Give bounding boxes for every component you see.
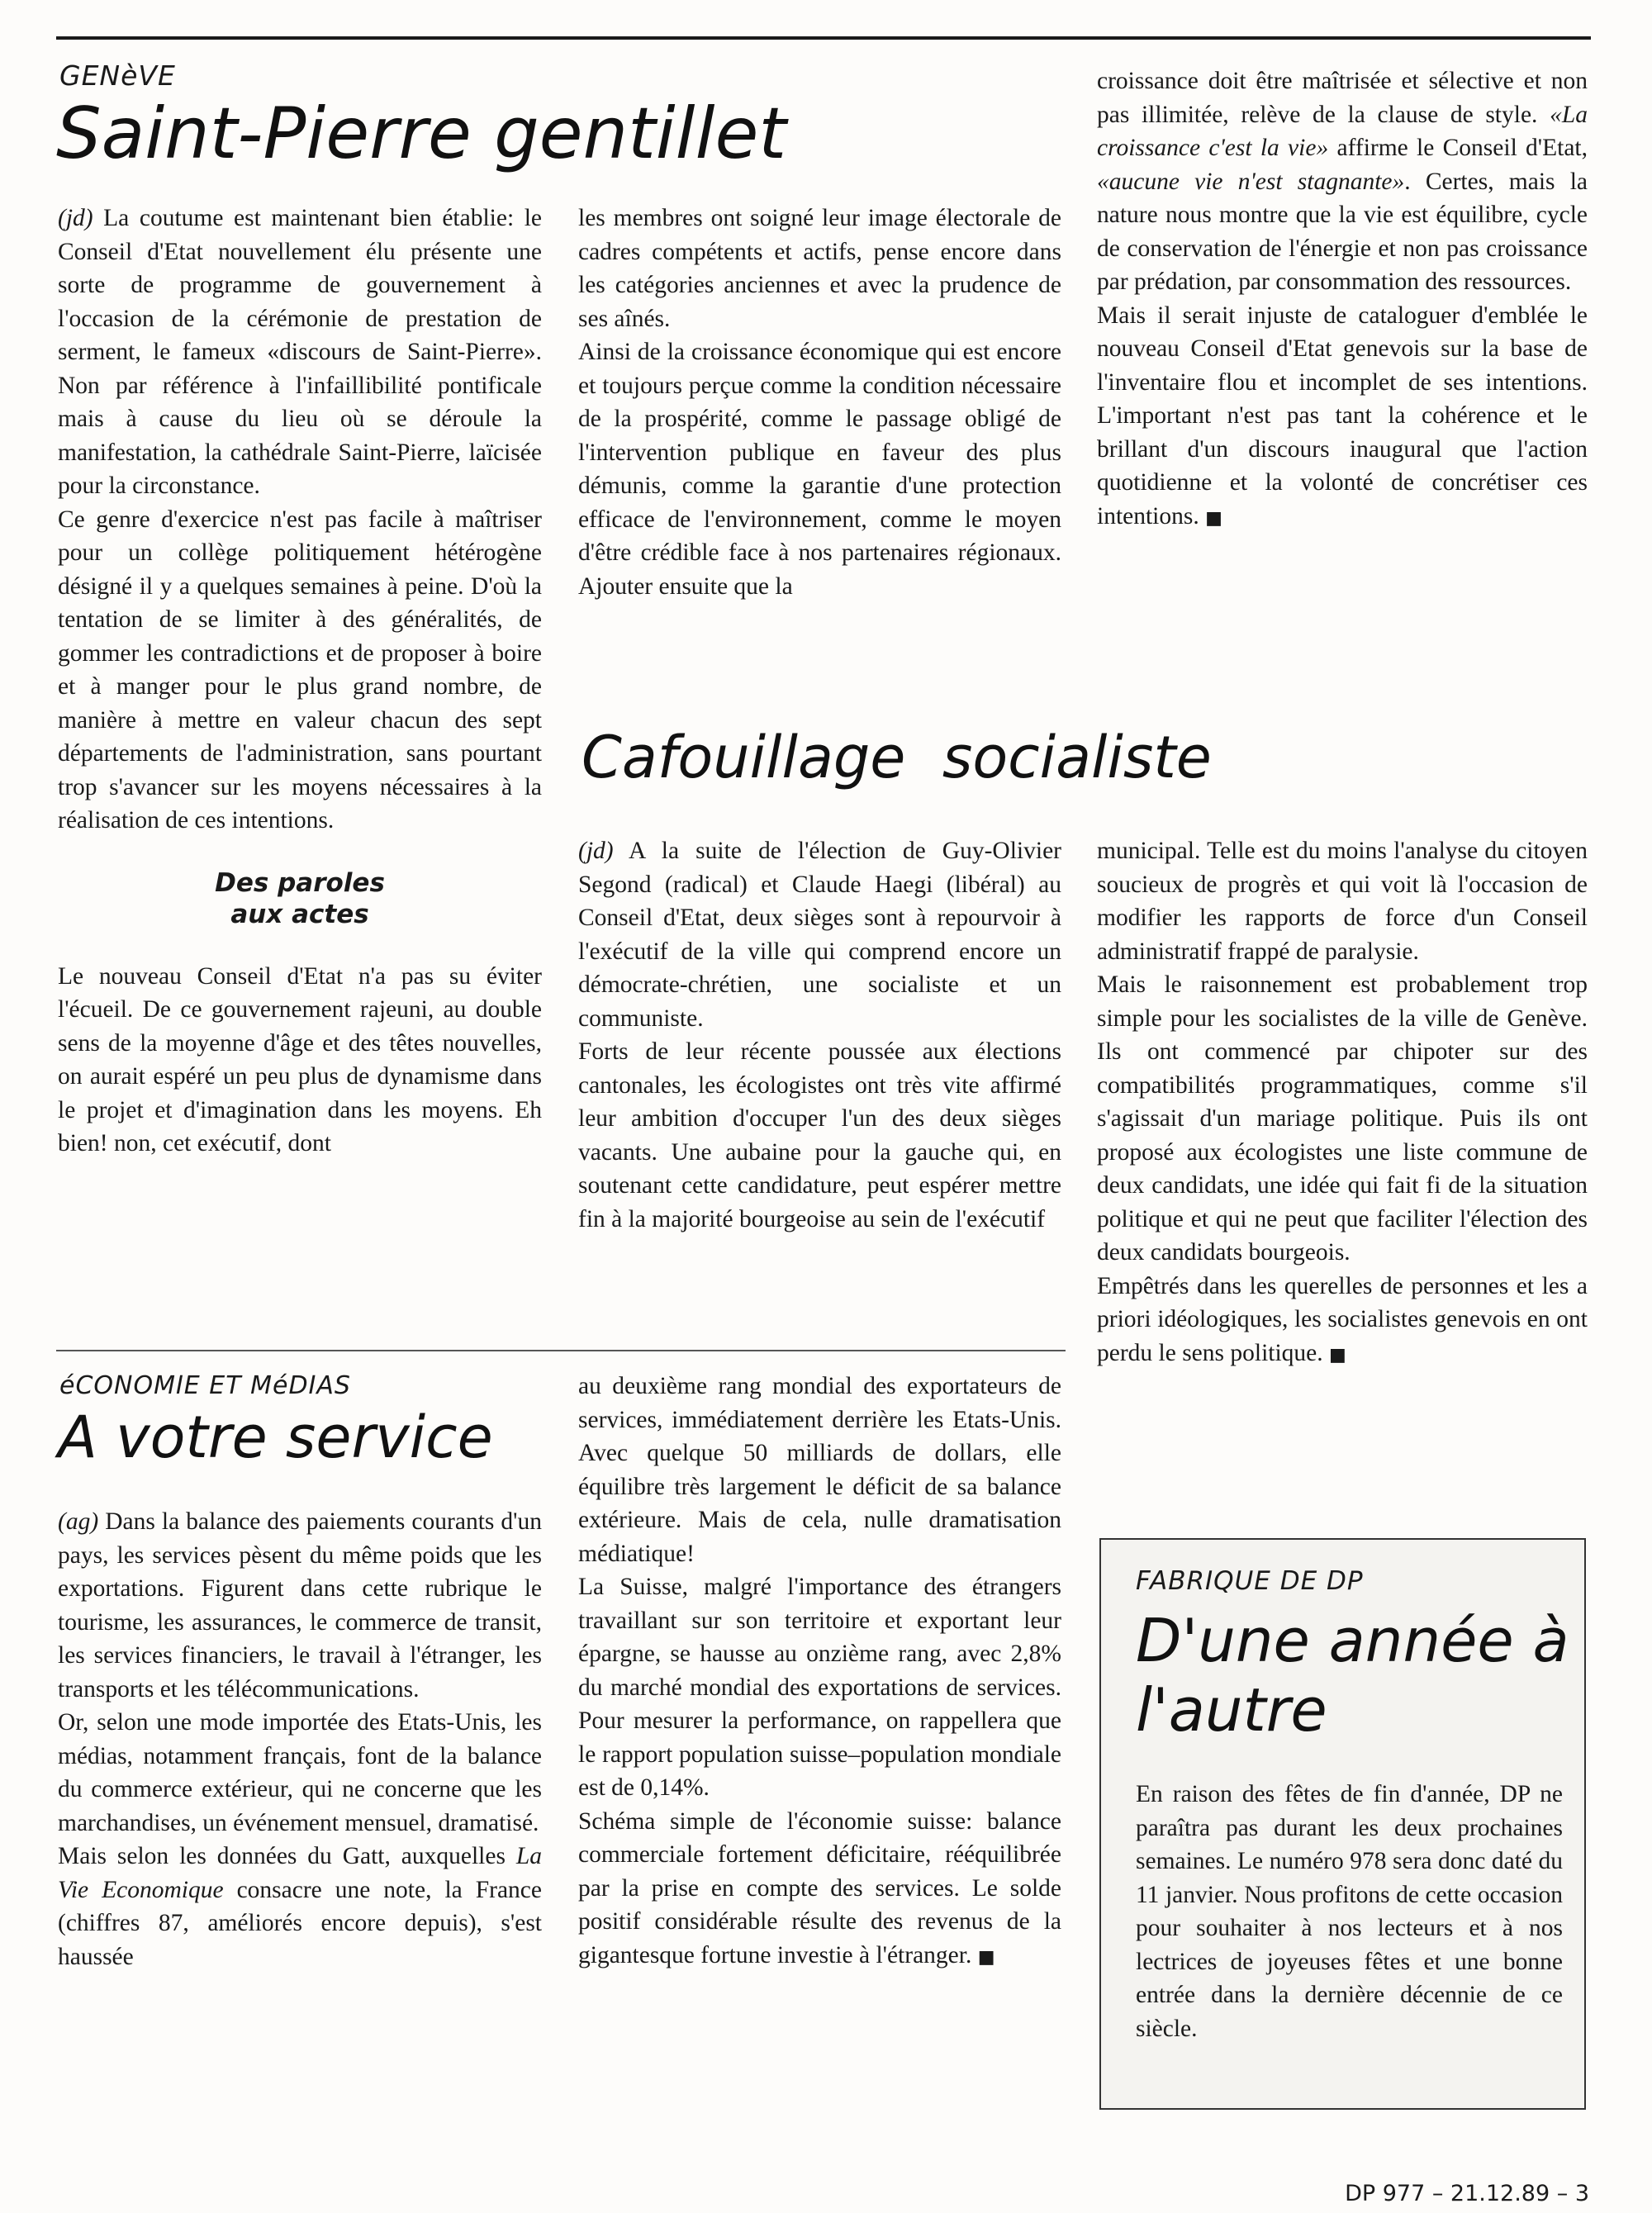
article1-subhead — [58, 867, 542, 930]
article3-column-2 — [578, 1370, 1061, 1974]
article1-paragraph-3: Le nouveau Conseil d'Etat n'a pas su éviter l'écueil. De ce gouvernement rajeuni, au double sens de la moyenne d'âge et des têtes nouvelles, on aurait espéré un peu plus de dynamisme dans le projet et d'imagination dans les moyens. Eh bien! non, cet exécutif, dont — [58, 962, 542, 1156]
article1-column-2 — [578, 202, 1061, 603]
notice-paragraph: En raison des fêtes de fin d'année, DP ne paraîtra pas durant les deux prochaines semaines. Le numéro 978 sera donc daté du 11 janvier. Nous profitons de cette occasion pour souhaiter à nos lecteurs et à nos lectrices de joyeuses fêtes et une bonne entrée dans la dernière décennie de ce siècle. — [1136, 1781, 1563, 2042]
article3-paragraph-2: Or, selon une mode importée des Etats-Unis, les médias, notamment français, font de la balance du commerce extérieur, qui ne concerne que les marchandises, un événement mensuel, dramatisé. — [58, 1709, 542, 1836]
article2-paragraph-4: Mais le raisonnement est probablement trop simple pour les socialistes de la ville de Genève. Ils ont commencé par chipoter sur des compatibilités programmatiques, comme s'il s'agissait d'un mariage politique. Puis ils ont proposé aux écologistes une liste commune de deux candidats, une idée qui fait fi de la situation politique et qui ne peut que faciliter l'élection des deux candidats bourgeois. — [1097, 971, 1588, 1266]
article1-paragraph-1: La coutume est maintenant bien établie: le Conseil d'Etat nouvellement élu présente une sorte de programme de gouvernement à l'occasion de la cérémonie de prestation de serment, le fameux «discours de Saint-Pierre». Non par référence à l'infaillibilité pontificale mais à cause du lieu où se déroule la manifestation, la cathédrale Saint-Pierre, laïcisée pour la circonstance. — [58, 205, 542, 499]
article1-column-3 — [1097, 64, 1588, 535]
article3-paragraph-5: La Suisse, malgré l'importance des étrangers travaillant sur son territoire et exportant leur épargne, se hausse au onzième rang, avec 2,8% du marché mondial des exportations de services. Pour mesurer la performance, on rappellera que le rapport population suisse–population mondiale est de 0,14%. — [578, 1574, 1061, 1801]
section-divider — [56, 1350, 1066, 1351]
article1-byline: (jd) — [58, 205, 93, 231]
article1-quote-1: «La croissance c'est la vie» — [1097, 101, 1588, 161]
end-of-article-icon: ■ — [1329, 1344, 1346, 1365]
article3-paragraph-3: Mais selon les données du Gatt, auxquelles La Vie Economique consacre une note, la France (chiffres 87, améliorés encore depuis), s'est haussée — [58, 1843, 542, 1970]
article2-paragraph-3: municipal. Telle est du moins l'analyse du citoyen soucieux de progrès et qui voit là l'occasion de modifier les rapports de force d'un Conseil administratif frappé de paralysie. — [1097, 838, 1588, 965]
article3-publication-title: La Vie Economique — [58, 1843, 542, 1903]
article1-subhead-line1: Des paroles — [215, 867, 385, 898]
article1-title: Saint-Pierre gentillet — [56, 93, 787, 175]
article1-rubric: GENèVE — [59, 59, 176, 92]
article1-subhead-line2: aux actes — [230, 899, 369, 929]
article1-paragraph-2: Ce genre d'exercice n'est pas facile à maîtriser pour un collège politiquement hétérogène désigné il y a quelques semaines à peine. D'où la tentation de se limiter à des généralités, de gommer les contradictions et de proposer à boire et à manger pour le plus grand nombre, de manière à mettre en valeur chacun des sept départements de l'administration, sans pourtant trop s'avancer sur les moyens nécessaires à la réalisation de ces intentions. — [58, 506, 542, 833]
notice-box — [1099, 1538, 1586, 2110]
article2-byline: (jd) — [578, 838, 614, 864]
article3-column-1 — [58, 1505, 542, 1973]
end-of-article-icon: ■ — [1205, 507, 1222, 529]
article2-title: Cafouillage socialiste — [582, 724, 1212, 791]
article1-paragraph-6: croissance doit être maîtrisée et sélective et non pas illimitée, relève de la clause de style. «La croissance c'est la vie» affirme le Conseil d'Etat, «aucune vie n'est stagnante». Certes, mais la nature nous montre que la vie est équilibre, cycle de conservation de l'énergie et non pas croissance par prédation, par consommation des ressources. — [1097, 68, 1588, 295]
article3-paragraph-6: Schéma simple de l'économie suisse: balance commerciale fortement déficitaire, rééquilibrée par la prise en compte des services. Le solde positif considérable résulte des revenus de la gigantesque fortune investie à l'étranger. ■ — [578, 1807, 1061, 1968]
notice-title: D'une année à l'autre — [1136, 1606, 1569, 1745]
article1-paragraph-5: Ainsi de la croissance économique qui est encore et toujours perçue comme la condition nécessaire de la prospérité, comme le passage obligé de l'intervention publique en faveur des plus démunis, comme la garantie d'une protection efficace de l'environnement, comme le moyen d'être crédible face à nos partenaires régionaux. Ajouter ensuite que la — [578, 339, 1061, 600]
article2-column-1 — [578, 834, 1061, 1236]
article1-column-1 — [58, 202, 542, 1161]
article1-paragraph-4: les membres ont soigné leur image électorale de cadres compétents et actifs, pense encore dans les catégories anciennes et avec la prudence de ses aînés. — [578, 205, 1061, 332]
article1-quote-2: «aucune vie n'est stagnante» — [1097, 168, 1405, 195]
article2-paragraph-1: A la suite de l'élection de Guy-Olivier Segond (radical) et Claude Haegi (libéral) au Conseil d'Etat, deux sièges sont à repourvoir à l'exécutif de la ville qui comprend encore un démocrate-chrétien, une socialiste et un communiste. — [578, 838, 1061, 1032]
notice-rubric: FABRIQUE DE DP — [1136, 1566, 1364, 1596]
article3-paragraph-4: au deuxième rang mondial des exportateurs de services, immédiatement derrière les Etats-Unis. Avec quelque 50 milliards de dollars, elle équilibre très largement le déficit de sa balance extérieure. Mais de cela, nulle dramatisation médiatique! — [578, 1373, 1061, 1567]
article3-title: A votre service — [58, 1403, 493, 1471]
top-rule — [56, 36, 1591, 40]
article1-paragraph-7: Mais il serait injuste de cataloguer d'emblée le nouveau Conseil d'Etat genevois sur la base de l'inventaire flou et incomplet de ses intentions. L'important n'est pas tant la cohérence et le brillant d'un discours inaugural que l'action quotidienne et la volonté de concrétiser ces intentions. ■ — [1097, 302, 1588, 530]
article2-paragraph-2: Forts de leur récente poussée aux élections cantonales, les écologistes ont très vite affirmé leur ambition d'occuper l'un des deux sièges vacants. Une aubaine pour la gauche qui, en soutenant cette candidature, peut espérer mettre fin à la majorité bourgeoise au sein de l'exécutif — [578, 1038, 1061, 1232]
article3-byline: (ag) — [58, 1508, 99, 1535]
article3-paragraph-1: Dans la balance des paiements courants d'un pays, les services pèsent du même poids que les exportations. Figurent dans cette rubrique le tourisme, les assurances, le commerce de transit, les services financiers, le travail à l'étranger, les transports et les télécommunications. — [58, 1508, 542, 1702]
article2-column-2 — [1097, 834, 1588, 1372]
article3-rubric: éCONOMIE ET MéDIAS — [59, 1371, 351, 1400]
page-footer: DP 977 – 21.12.89 – 3 — [1345, 2181, 1589, 2206]
end-of-article-icon: ■ — [977, 1946, 995, 1968]
article2-paragraph-5: Empêtrés dans les querelles de personnes et les a priori idéologiques, les socialistes genevois en ont perdu le sens politique. ■ — [1097, 1272, 1588, 1366]
notice-text — [1136, 1778, 1563, 2045]
